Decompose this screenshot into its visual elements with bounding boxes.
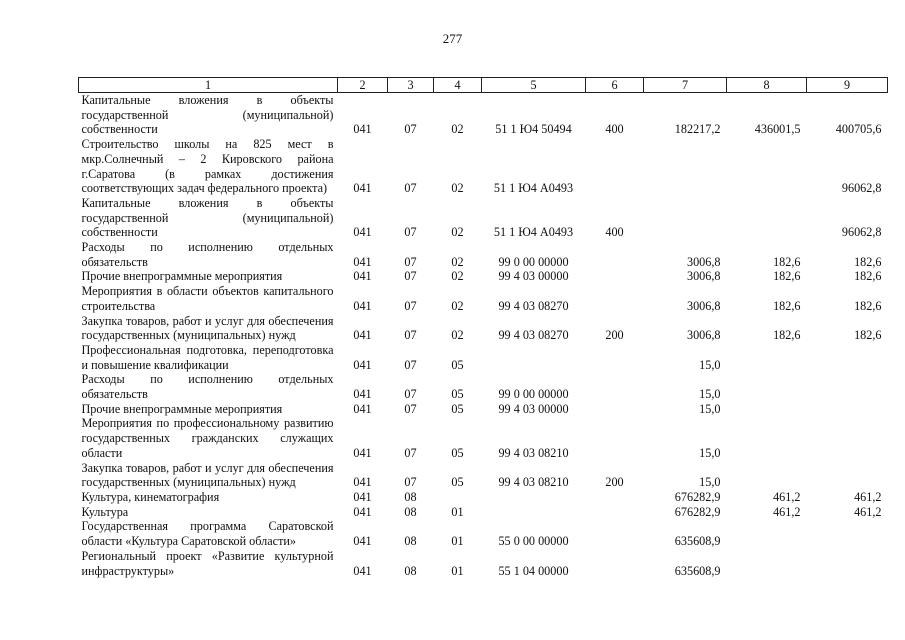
column-header-2: 2: [338, 78, 388, 93]
row-name: Профессиональная подготовка, переподготовка и повышение квалификации: [81, 342, 334, 372]
amount-year-2: [727, 549, 807, 578]
amount-year-2: 182,6: [773, 254, 801, 269]
table-header: [79, 78, 888, 93]
amount-year-3: 182,6: [854, 328, 882, 343]
target-article: 99 0 00 00000: [498, 387, 569, 402]
table-row: [79, 372, 888, 401]
expense-type: [586, 402, 644, 417]
admin-code: 041: [353, 401, 372, 416]
target-article: 55 0 00 00000: [498, 534, 569, 549]
section-code: 07: [404, 181, 417, 196]
table-row: [79, 343, 888, 372]
table-row: [79, 402, 888, 417]
table-row: [79, 284, 888, 313]
target-article: 51 1 Ю4 А0493: [493, 225, 574, 240]
amount-year-2: 182,6: [773, 298, 801, 313]
target-article: 99 4 03 08270: [498, 328, 569, 343]
admin-code: 041: [353, 328, 372, 343]
amount-year-1: [644, 137, 727, 196]
subsection-code: 01: [451, 504, 464, 519]
amount-year-3: [807, 372, 888, 401]
row-name: Закупка товаров, работ и услуг для обеспечения государственных (муниципальных) нужд: [81, 313, 334, 343]
column-header-5: 5: [482, 78, 586, 93]
amount-year-1: 15,0: [699, 401, 721, 416]
subsection-code: 05: [451, 401, 464, 416]
amount-year-3: 182,6: [854, 254, 882, 269]
target-article: [482, 343, 586, 372]
budget-table: [78, 77, 888, 578]
admin-code: 041: [353, 489, 372, 504]
row-name: Государственная программа Саратовской области «Культура Саратовской области»: [81, 519, 334, 549]
amount-year-3: 182,6: [854, 269, 882, 284]
amount-year-2: [727, 519, 807, 548]
admin-code: 041: [353, 269, 372, 284]
expense-type: 400: [605, 122, 624, 137]
expense-type: [586, 284, 644, 313]
table-row: [79, 93, 888, 138]
row-name: Региональный проект «Развитие культурной инфраструктуры»: [81, 548, 334, 578]
row-name: Прочие внепрограммные мероприятия: [81, 269, 283, 284]
row-name: Прочие внепрограммные мероприятия: [81, 401, 283, 416]
subsection-code: 05: [451, 475, 464, 490]
subsection-code: 02: [451, 328, 464, 343]
amount-year-3: [807, 461, 888, 490]
row-name: Культура, кинематография: [81, 489, 220, 504]
amount-year-1: 676282,9: [674, 504, 721, 519]
column-header-6: 6: [586, 78, 644, 93]
table-body: [79, 93, 888, 579]
amount-year-1: 182217,2: [674, 122, 721, 137]
admin-code: 041: [353, 563, 372, 578]
target-article: [482, 490, 586, 505]
expense-type: [586, 490, 644, 505]
amount-year-2: [727, 461, 807, 490]
table-row: [79, 490, 888, 505]
section-code: 08: [404, 563, 417, 578]
target-article: 99 4 03 08270: [498, 298, 569, 313]
amount-year-2: 182,6: [773, 328, 801, 343]
target-article: [482, 505, 586, 520]
table-row: [79, 137, 888, 196]
amount-year-2: [727, 372, 807, 401]
amount-year-2: 461,2: [773, 504, 801, 519]
amount-year-3: 96062,8: [841, 225, 882, 240]
section-code: 07: [404, 387, 417, 402]
amount-year-3: [807, 519, 888, 548]
expense-type: [586, 269, 644, 284]
target-article: 99 4 03 08210: [498, 475, 569, 490]
row-name: Капитальные вложения в объекты государственной (муниципальной) собственности: [81, 195, 334, 240]
subsection-code: 02: [451, 298, 464, 313]
amount-year-1: [644, 196, 727, 240]
amount-year-2: 182,6: [773, 269, 801, 284]
amount-year-2: 461,2: [773, 489, 801, 504]
column-header-7: 7: [644, 78, 727, 93]
table-row: [79, 196, 888, 240]
subsection-code: 02: [451, 254, 464, 269]
expense-type: [586, 416, 644, 460]
section-code: 07: [404, 475, 417, 490]
amount-year-1: 3006,8: [686, 328, 721, 343]
amount-year-1: 676282,9: [674, 489, 721, 504]
amount-year-1: 15,0: [699, 445, 721, 460]
amount-year-1: 3006,8: [686, 269, 721, 284]
subsection-code: 05: [451, 445, 464, 460]
amount-year-3: 400705,6: [835, 122, 882, 137]
section-code: 07: [404, 122, 417, 137]
row-name: Расходы по исполнению отдельных обязательств: [81, 372, 334, 402]
table-row: [79, 549, 888, 578]
amount-year-1: 15,0: [699, 475, 721, 490]
amount-year-1: 3006,8: [686, 254, 721, 269]
table-row: [79, 519, 888, 548]
section-code: 07: [404, 298, 417, 313]
row-name: Мероприятия в области объектов капитального строительства: [81, 284, 334, 313]
admin-code: 041: [353, 357, 372, 372]
section-code: 07: [404, 357, 417, 372]
row-name: Расходы по исполнению отдельных обязательств: [81, 240, 334, 269]
table-row: [79, 416, 888, 460]
amount-year-3: [807, 343, 888, 372]
amount-year-2: [727, 137, 807, 196]
expense-type: [586, 137, 644, 196]
expense-type: 200: [605, 328, 624, 343]
admin-code: 041: [353, 225, 372, 240]
amount-year-3: 182,6: [854, 298, 882, 313]
target-article: 51 1 Ю4 50494: [495, 122, 572, 137]
subsection-code: 02: [451, 181, 464, 196]
amount-year-2: [727, 343, 807, 372]
table-row: [79, 505, 888, 520]
expense-type: [586, 519, 644, 548]
target-article: 55 1 04 00000: [498, 563, 569, 578]
amount-year-1: 635608,9: [674, 534, 721, 549]
expense-type: 400: [605, 225, 624, 240]
admin-code: 041: [353, 534, 372, 549]
section-code: 07: [404, 328, 417, 343]
expense-type: 200: [605, 475, 624, 490]
expense-type: [586, 343, 644, 372]
column-header-9: 9: [807, 78, 888, 93]
admin-code: 041: [353, 254, 372, 269]
amount-year-3: [807, 416, 888, 460]
amount-year-2: 436001,5: [754, 122, 801, 137]
admin-code: 041: [353, 504, 372, 519]
subsection-code: 01: [451, 563, 464, 578]
table-row: [79, 461, 888, 490]
section-code: 08: [404, 534, 417, 549]
row-name: Капитальные вложения в объекты государственной (муниципальной) собственности: [81, 93, 334, 137]
admin-code: 041: [353, 475, 372, 490]
page-number: 277: [442, 31, 463, 46]
table-row: [79, 269, 888, 284]
amount-year-3: 96062,8: [841, 181, 882, 196]
table-row: [79, 240, 888, 269]
subsection-code: 05: [451, 357, 464, 372]
subsection-code: 01: [451, 534, 464, 549]
row-name: Строительство школы на 825 мест в мкр.Солнечный – 2 Кировского района г.Саратова (в рамках достижения соответствующих задач федерального проекта): [81, 137, 334, 196]
row-name: Мероприятия по профессиональному развитию государственных гражданских служащих области: [81, 416, 334, 460]
admin-code: 041: [353, 122, 372, 137]
target-article: 99 4 03 00000: [498, 269, 569, 284]
target-article: 99 4 03 00000: [498, 401, 569, 416]
row-name: Культура: [81, 504, 129, 519]
amount-year-3: 461,2: [854, 489, 882, 504]
admin-code: 041: [353, 445, 372, 460]
expense-type: [586, 549, 644, 578]
table-row: [79, 314, 888, 343]
column-header-8: 8: [727, 78, 807, 93]
amount-year-1: 15,0: [699, 387, 721, 402]
target-article: 99 4 03 08210: [498, 445, 569, 460]
admin-code: 041: [353, 387, 372, 402]
column-header-1: 1: [79, 78, 338, 93]
amount-year-2: [727, 196, 807, 240]
section-code: 07: [404, 269, 417, 284]
section-code: 07: [404, 225, 417, 240]
admin-code: 041: [353, 181, 372, 196]
expense-type: [586, 240, 644, 269]
amount-year-1: 3006,8: [686, 298, 721, 313]
expense-type: [586, 505, 644, 520]
subsection-code: 02: [451, 122, 464, 137]
section-code: 07: [404, 445, 417, 460]
subsection-code: [434, 490, 482, 505]
row-name: Закупка товаров, работ и услуг для обеспечения государственных (муниципальных) нужд: [81, 460, 334, 490]
admin-code: 041: [353, 298, 372, 313]
amount-year-1: 15,0: [699, 357, 721, 372]
column-header-4: 4: [434, 78, 482, 93]
section-code: 07: [404, 254, 417, 269]
target-article: 99 0 00 00000: [498, 254, 569, 269]
column-header-3: 3: [388, 78, 434, 93]
amount-year-3: [807, 549, 888, 578]
subsection-code: 02: [451, 269, 464, 284]
amount-year-2: [727, 402, 807, 417]
section-code: 07: [404, 401, 417, 416]
target-article: 51 1 Ю4 А0493: [493, 181, 574, 196]
amount-year-3: 461,2: [854, 504, 882, 519]
amount-year-3: [807, 402, 888, 417]
amount-year-2: [727, 416, 807, 460]
section-code: 08: [404, 489, 417, 504]
subsection-code: 02: [451, 225, 464, 240]
expense-type: [586, 372, 644, 401]
amount-year-1: 635608,9: [674, 563, 721, 578]
subsection-code: 05: [451, 387, 464, 402]
section-code: 08: [404, 504, 417, 519]
